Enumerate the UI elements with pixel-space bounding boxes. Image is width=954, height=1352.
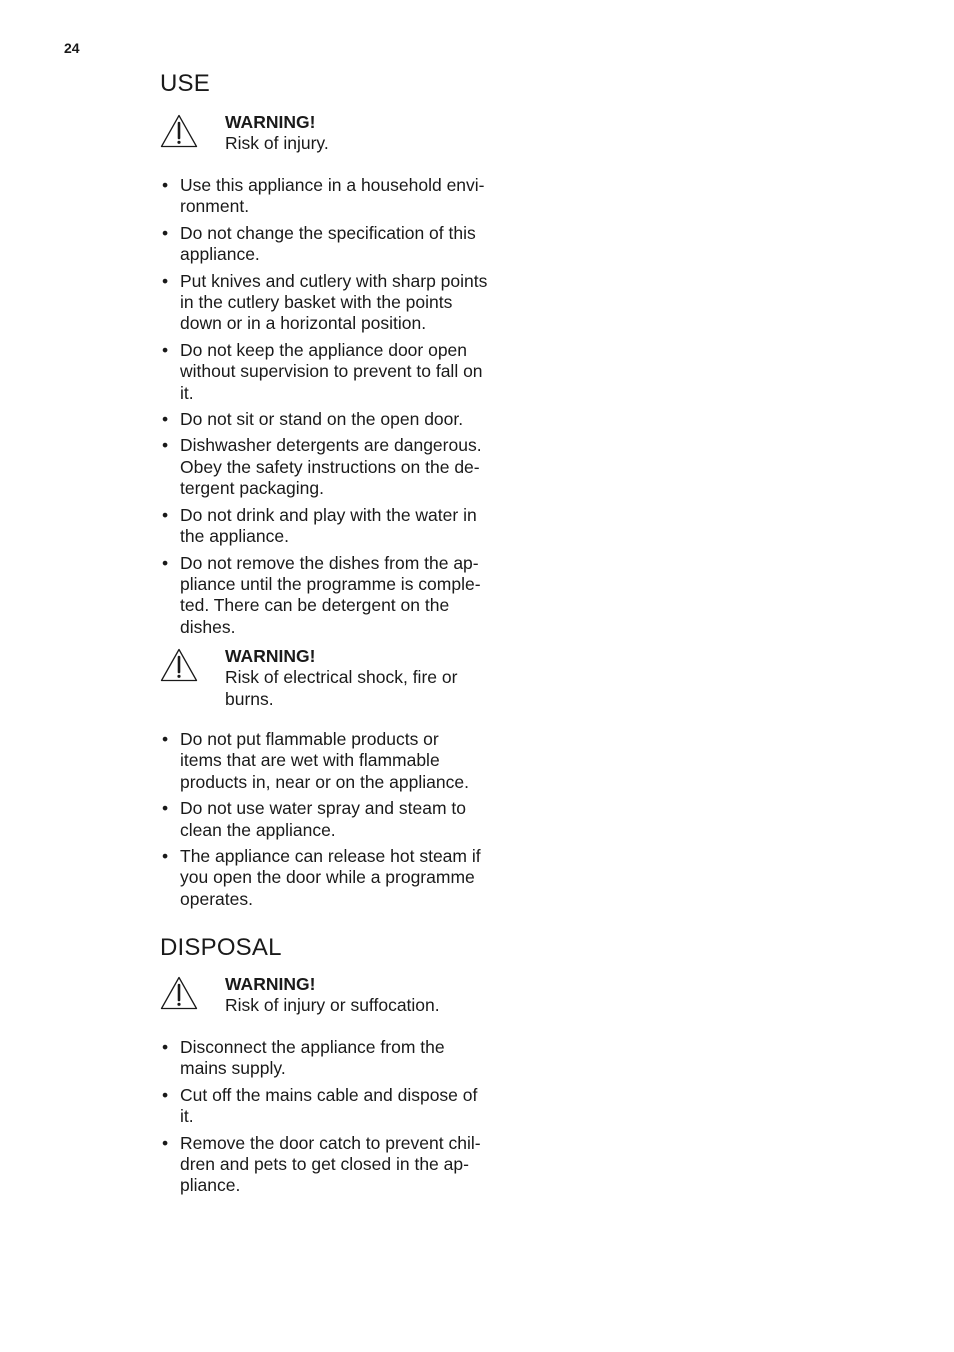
bullet-glyph: • (162, 1132, 169, 1153)
bullet-glyph: • (162, 552, 169, 573)
warning-text: Risk of injury. (225, 133, 329, 153)
disposal-bullet-list (160, 1037, 516, 1197)
list-item: • Remove the door catch to prevent chil- dren and pets to get closed in the ap- pliance. (162, 1132, 481, 1196)
bullet-glyph: • (162, 339, 169, 360)
list-item: • Do not remove the dishes from the ap- pliance until the programme is comple- ted. There can be detergent on the dishes. (162, 552, 481, 637)
list-item: • The appliance can release hot steam if you open the door while a programme operates. (162, 845, 481, 909)
bullet-glyph: • (162, 728, 169, 749)
warning-text: Risk of electrical shock, fire or burns. (225, 667, 458, 709)
section-title-disposal: DISPOSAL (160, 934, 282, 961)
page-number: 24 (64, 40, 80, 56)
list-item: • Do not change the specification of this appliance. (162, 222, 476, 265)
list-item: • Do not drink and play with the water in the appliance. (162, 504, 477, 547)
warning-triangle-icon (160, 114, 198, 148)
bullet-glyph: • (162, 175, 169, 195)
bullet-glyph: • (162, 270, 169, 291)
warning-triangle-icon (160, 976, 198, 1010)
list-item: • Dishwasher detergents are dangerous. Obey the safety instructions on the de- tergent packaging. (162, 435, 482, 499)
bullet-glyph: • (162, 845, 169, 866)
warning-block-suffocation (160, 974, 516, 1018)
bullet-glyph: • (162, 222, 169, 243)
list-item: • Put knives and cutlery with sharp points in the cutlery basket with the points down or in a horizontal position. (162, 270, 488, 334)
list-item: • Cut off the mains cable and dispose of it. (162, 1084, 478, 1127)
warning-triangle-icon (160, 648, 198, 682)
use-bullet-list-1 (160, 175, 516, 638)
list-item: • Use this appliance in a household envi- ronment. (162, 175, 485, 217)
use-section (160, 70, 516, 915)
list-item: • Do not use water spray and steam to clean the appliance. (162, 798, 466, 840)
list-item: • Do not sit or stand on the open door. (162, 409, 464, 430)
warning-text: Risk of injury or suffocation. (225, 995, 440, 1015)
warning-block-electrical (160, 646, 516, 710)
bullet-glyph: • (162, 1037, 169, 1057)
section-title-use: USE (160, 70, 210, 97)
bullet-glyph: • (162, 1084, 169, 1105)
list-item: • Disconnect the appliance from the mains supply. (162, 1037, 445, 1079)
warning-title: WARNING! (225, 646, 316, 667)
bullet-glyph: • (162, 798, 169, 819)
list-item: • Do not keep the appliance door open without supervision to prevent to fall on it. (162, 339, 483, 403)
warning-block-injury (160, 112, 516, 156)
use-bullet-list-2 (160, 729, 516, 910)
warning-title: WARNING! (225, 974, 316, 994)
bullet-glyph: • (162, 504, 169, 525)
disposal-section (160, 934, 516, 1202)
bullet-glyph: • (162, 409, 169, 430)
bullet-glyph: • (162, 435, 169, 456)
list-item: • Do not put flammable products or items that are wet with flammable products in, near or on the appliance. (162, 728, 469, 792)
warning-title: WARNING! (225, 112, 316, 132)
